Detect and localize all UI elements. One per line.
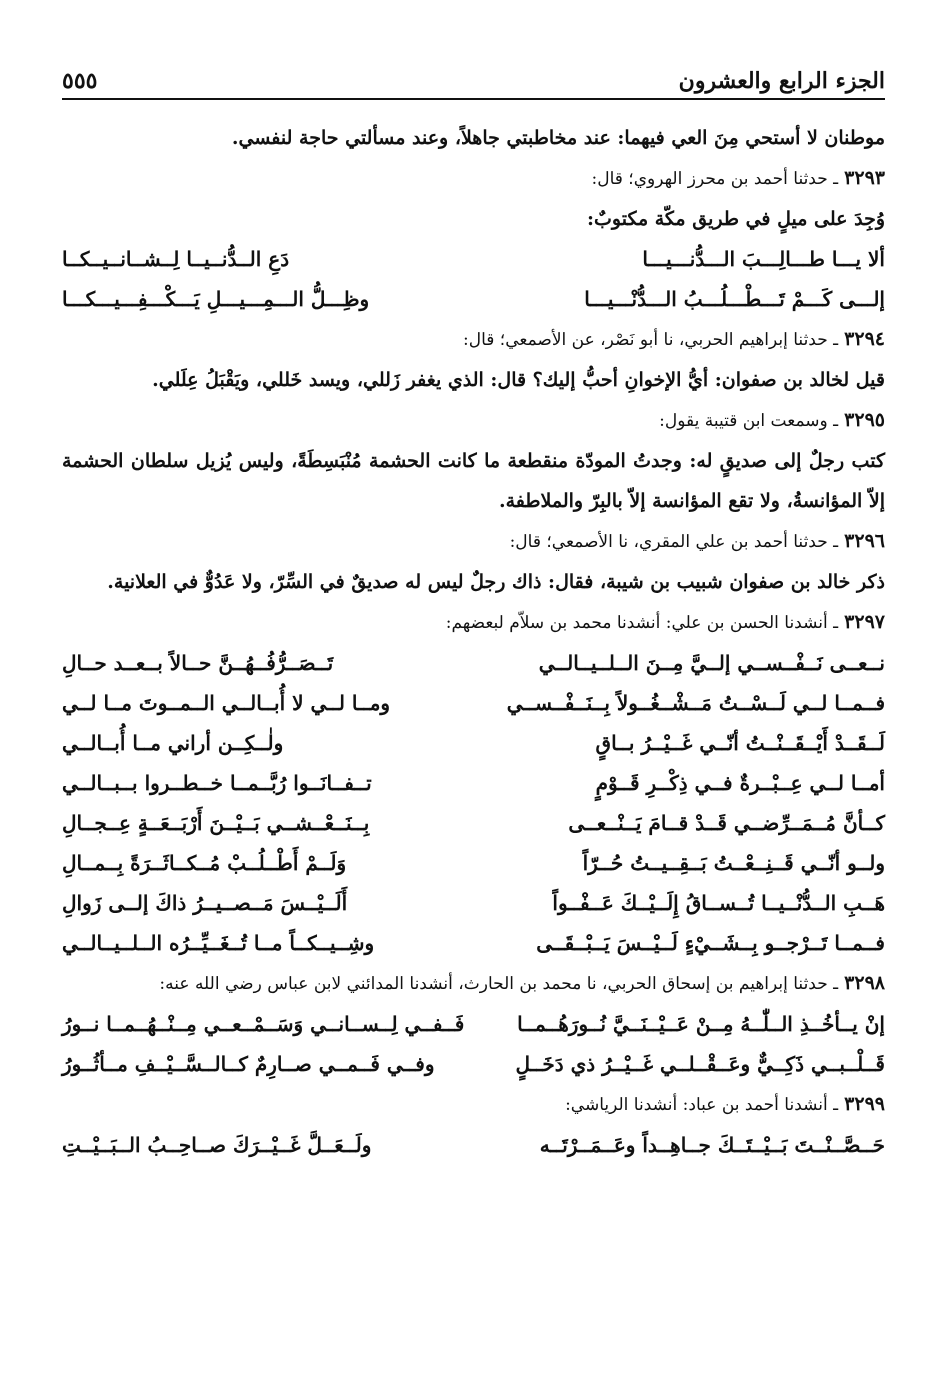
hemistich-second: وشِــيــكــاً مــا تُــغَــيِّــرُه الــلــيــالــي [62, 931, 375, 955]
isnad: ـ حدثنا أحمد بن علي المقري، نا الأصمعي؛ قال: [509, 532, 839, 552]
verse-block [62, 643, 885, 963]
verse-line [62, 763, 885, 803]
hemistich-first: نــعــى نَــفْــســي إلــيَّ مِــنَ الــلــيــالــي [538, 651, 885, 675]
hemistich-second: تــفــانَــوا رُبَّــمــا خــطــروا بــبــالــي [62, 771, 372, 795]
verse-line [62, 923, 885, 963]
hadith-heading [62, 963, 885, 1004]
isnad: ـ حدثنا أحمد بن محرز الهروي؛ قال: [591, 169, 839, 189]
hadith-heading [62, 521, 885, 562]
hadith-number: ٣٢٩٩ [844, 1093, 885, 1115]
hemistich-first: قَــلْــبــي ذَكِــيٌّ وعَــقْــلــي غَــيْــرُ ذي دَخَــلٍ [515, 1052, 885, 1076]
hemistich-second: تَــصَــرُّفُــهُــنَّ حــالاً بــعــد حــالِ [62, 651, 334, 675]
hemistich-first: فــمــا تَــرْجــو بِــشَــيْءٍ لَــيْــسَ يَــبْــقَــى [536, 931, 885, 955]
hemistich-second: أَلَــيْــسَ مَــصــيــرُ ذاكَ إلــى زَوالِ [62, 891, 348, 915]
verse-line [62, 643, 885, 683]
verse-block [62, 239, 885, 319]
isnad: ـ حدثنا إبراهيم بن إسحاق الحربي، نا محمد بن الحارث، أنشدنا المدائني لابن عباس رضي الله عنه: [159, 974, 839, 994]
verse-line [62, 843, 885, 883]
verse-line [62, 723, 885, 763]
paragraph: قيل لخالد بن صفوان: أيُّ الإخوانِ أحبُّ إليك؟ قال: الذي يغفر زَللي، ويسد خَللي، ويَقْبَلُ عِلَلي. [152, 369, 885, 391]
hadith-heading [62, 400, 885, 441]
paragraph: ذكر خالد بن صفوان شبيب بن شيبة، فقال: ذاك رجلٌ ليس له صديقٌ في السِّرّ، ولا عَدُوٌّ في العلانية. [107, 571, 885, 593]
page-header [62, 52, 885, 100]
hemistich-second: ومــا لــي لا أُبــالــي الــمــوتَ مــا لــي [62, 691, 391, 715]
hemistich-first: حَــصَّــنْــتَ بَــيْــتَــكَ جــاهِــداً وعَــمَــرْتَــه [539, 1133, 885, 1157]
hemistich-first: إلـــى كَـــمْ تَـــطْـــلُـــبُ الـــدُّنْـــيـــا [584, 287, 885, 311]
hemistich-first: ولــو أنّــي قَــنِــعْــتُ بَــقِــيــتُ حُــرّاً [582, 851, 885, 875]
verse-line [62, 279, 885, 319]
verse-line [62, 1125, 885, 1165]
hadith-heading [62, 1084, 885, 1125]
paragraph: موطنان لا أستحي مِنَ العي فيهما: عند مخاطبتي جاهلاً، وعند مسألتي حاجة لنفسي. [231, 127, 885, 149]
hemistich-second: دَعِ الــدُّنــيــا لِــشــانــيــكــا [62, 247, 290, 271]
paragraph: كتب رجلٌ إلى صديقٍ له: وجدتُ المودّة منقطعة ما كانت الحشمة مُنْبَسِطَةً، وليس يُزيل سلطان الحشمة إلاّ المؤانسةُ، ولا تقع المؤانسة إلاّ بالبِرّ والملاطفة. [62, 450, 885, 512]
verse-line [62, 1004, 885, 1044]
hemistich-second: ولَــعَــلَّ غَــيْــرَكَ صــاحِــبُ الــبَــيْــتِ [62, 1133, 372, 1157]
hemistich-second: وفــي فَــمــي صــارِمٌ كــالــسَّــيْــفِ مــأثُــورُ [62, 1052, 435, 1076]
hemistich-second: وَلَــمْ أَطْــلُــبْ مُــكــاثَــرَةً بِــمــالِ [62, 851, 347, 875]
hemistich-second: فَــفــي لِــســانــي وَسَــمْــعــي مِــنْــهُــمــا نــورُ [62, 1012, 465, 1036]
page-body [62, 118, 885, 1165]
verse-line [62, 1044, 885, 1084]
verse-line [62, 803, 885, 843]
verse-block [62, 1004, 885, 1084]
isnad: ـ وسمعت ابن قتيبة يقول: [659, 411, 839, 431]
hemistich-second: بِــنَــعْــشــي بَــيْــنَ أَرْبَــعَــةٍ عِــجــالِ [62, 811, 370, 835]
isnad: ـ أنشدنا أحمد بن عباد: أنشدنا الرياشي: [565, 1095, 839, 1115]
hemistich-first: ألا يـــا طـــالِـــبَ الـــدُّنـــيـــا [642, 247, 885, 271]
hadith-number: ٣٢٩٥ [844, 409, 885, 431]
hadith-heading [62, 319, 885, 360]
hemistich-first: كــأنَّ مُــمَــرِّضــي قَــدْ قــامَ يَــنْــعــى [568, 811, 885, 835]
verse-line [62, 239, 885, 279]
hemistich-first: أمــا لــي عِــبْــرةٌ فــي ذِكْــرِ قَــوْمٍ [595, 771, 885, 795]
page-number: ٥٥٥ [62, 68, 98, 94]
hemistich-second: ولٰــكِــن أراني مــا أُبــالــي [62, 731, 284, 755]
verse-line [62, 883, 885, 923]
hadith-number: ٣٢٩٤ [844, 328, 885, 350]
hemistich-first: لَــقَــدْ أَيْــقَــنْــتُ أنّــي غَــيْــرُ بــاقٍ [595, 731, 885, 755]
hemistich-second: وظِـــلُّ الـــمِـــيـــلِ يَـــكْـــفِـــيـــكـــا [62, 287, 370, 311]
hemistich-first: فــمــا لــي لَــسْــتُ مَــشْــغُــولاً بِــنَــفْــســي [506, 691, 885, 715]
verse-block [62, 1125, 885, 1165]
hadith-number: ٣٢٩٦ [844, 530, 885, 552]
hadith-number: ٣٢٩٣ [844, 167, 885, 189]
running-title: الجزء الرابع والعشرون [678, 68, 885, 94]
hadith-heading [62, 158, 885, 199]
isnad: ـ حدثنا إبراهيم الحربي، نا أبو نَصْر، عن الأصمعي؛ قال: [463, 330, 839, 350]
hemistich-first: إنْ يــأخُــذِ الــلّٰــهُ مِــنْ عَــيْــنَــيَّ نُــورَهُــمــا [517, 1012, 885, 1036]
hadith-number: ٣٢٩٧ [844, 611, 885, 633]
isnad: ـ أنشدنا الحسن بن علي: أنشدنا محمد بن سلاّم لبعضهم: [445, 613, 839, 633]
paragraph: وُجِدَ على ميلٍ في طريق مكّة مكتوبٌ: [587, 208, 885, 230]
verse-line [62, 683, 885, 723]
hadith-heading [62, 602, 885, 643]
hemistich-first: هَــبِ الــدُّنْــيــا تُــســاقُ إِلَــيْــكَ عَــفْــواً [552, 891, 885, 915]
hadith-number: ٣٢٩٨ [844, 972, 885, 994]
